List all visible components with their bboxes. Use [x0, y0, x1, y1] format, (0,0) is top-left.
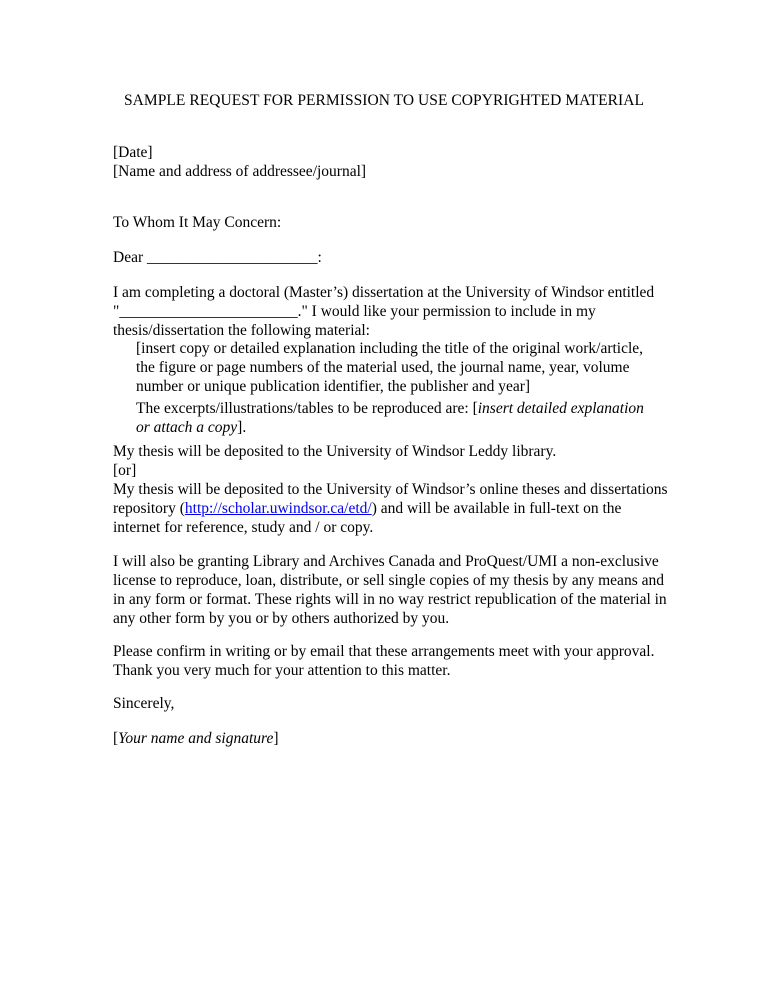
salutation-dear: Dear ______________________:	[113, 249, 322, 266]
request-line-2: "_______________________." I would like your permission to include in my	[113, 303, 596, 320]
license-line-3: in any form or format. These rights will in no way restrict republication of the material in	[113, 591, 667, 608]
license-line-4: any other form by you or by others authorized by you.	[113, 610, 450, 627]
date-placeholder: [Date]	[113, 144, 153, 161]
signature-placeholder	[113, 729, 673, 748]
deposit-line-2: My thesis will be deposited to the University of Windsor’s online theses and dissertations	[113, 481, 668, 498]
addressee-placeholder: [Name and address of addressee/journal]	[113, 163, 367, 180]
material-line-1: [insert copy or detailed explanation including the title of the original work/article,	[136, 340, 644, 357]
signature-text: Your name and signature	[118, 730, 274, 747]
license-line-1: I will also be granting Library and Archives Canada and ProQuest/UMI a non-exclusive	[113, 553, 659, 570]
document-title: SAMPLE REQUEST FOR PERMISSION TO USE COPYRIGHTED MATERIAL	[123, 92, 644, 109]
deposit-or: [or]	[113, 462, 137, 479]
signature-open-bracket: [	[113, 730, 119, 747]
excerpts-prefix: The excerpts/illustrations/tables to be reproduced are: [	[136, 400, 478, 417]
deposit-line-3-prefix: repository (	[113, 500, 185, 517]
deposit-line-4: internet for reference, study and / or copy.	[113, 519, 374, 536]
license-paragraph	[113, 552, 673, 628]
request-paragraph	[113, 283, 673, 340]
confirm-paragraph	[113, 642, 673, 680]
confirm-line-1: Please confirm in writing or by email that these arrangements meet with your approval.	[113, 643, 655, 660]
excerpts-italic-2: or attach a copy	[136, 419, 238, 436]
material-description	[136, 339, 676, 396]
deposit-line-1: My thesis will be deposited to the University of Windsor Leddy library.	[113, 443, 557, 460]
request-line-3: thesis/dissertation the following material:	[113, 322, 370, 339]
repository-link[interactable]: http://scholar.uwindsor.ca/etd/	[184, 500, 372, 517]
excerpts-italic-1: insert detailed explanation	[477, 400, 644, 417]
salutation-general: To Whom It May Concern:	[113, 214, 282, 231]
deposit-paragraph	[113, 442, 673, 537]
material-line-2: the figure or page numbers of the material used, the journal name, year, volume	[136, 359, 630, 376]
closing: Sincerely,	[113, 695, 175, 712]
material-line-3: number or unique publication identifier, the publisher and year]	[136, 378, 531, 395]
request-line-1: I am completing a doctoral (Master’s) dissertation at the University of Windsor entitled	[113, 284, 655, 301]
deposit-line-3-suffix: ) and will be available in full-text on the	[371, 500, 622, 517]
excerpts-suffix: ].	[237, 419, 247, 436]
header-placeholders	[113, 143, 673, 181]
license-line-2: license to reproduce, loan, distribute, or sell single copies of my thesis by any means and	[113, 572, 664, 589]
confirm-line-2: Thank you very much for your attention to this matter.	[113, 662, 451, 679]
excerpts-paragraph	[136, 399, 676, 437]
signature-close-bracket: ]	[273, 730, 279, 747]
